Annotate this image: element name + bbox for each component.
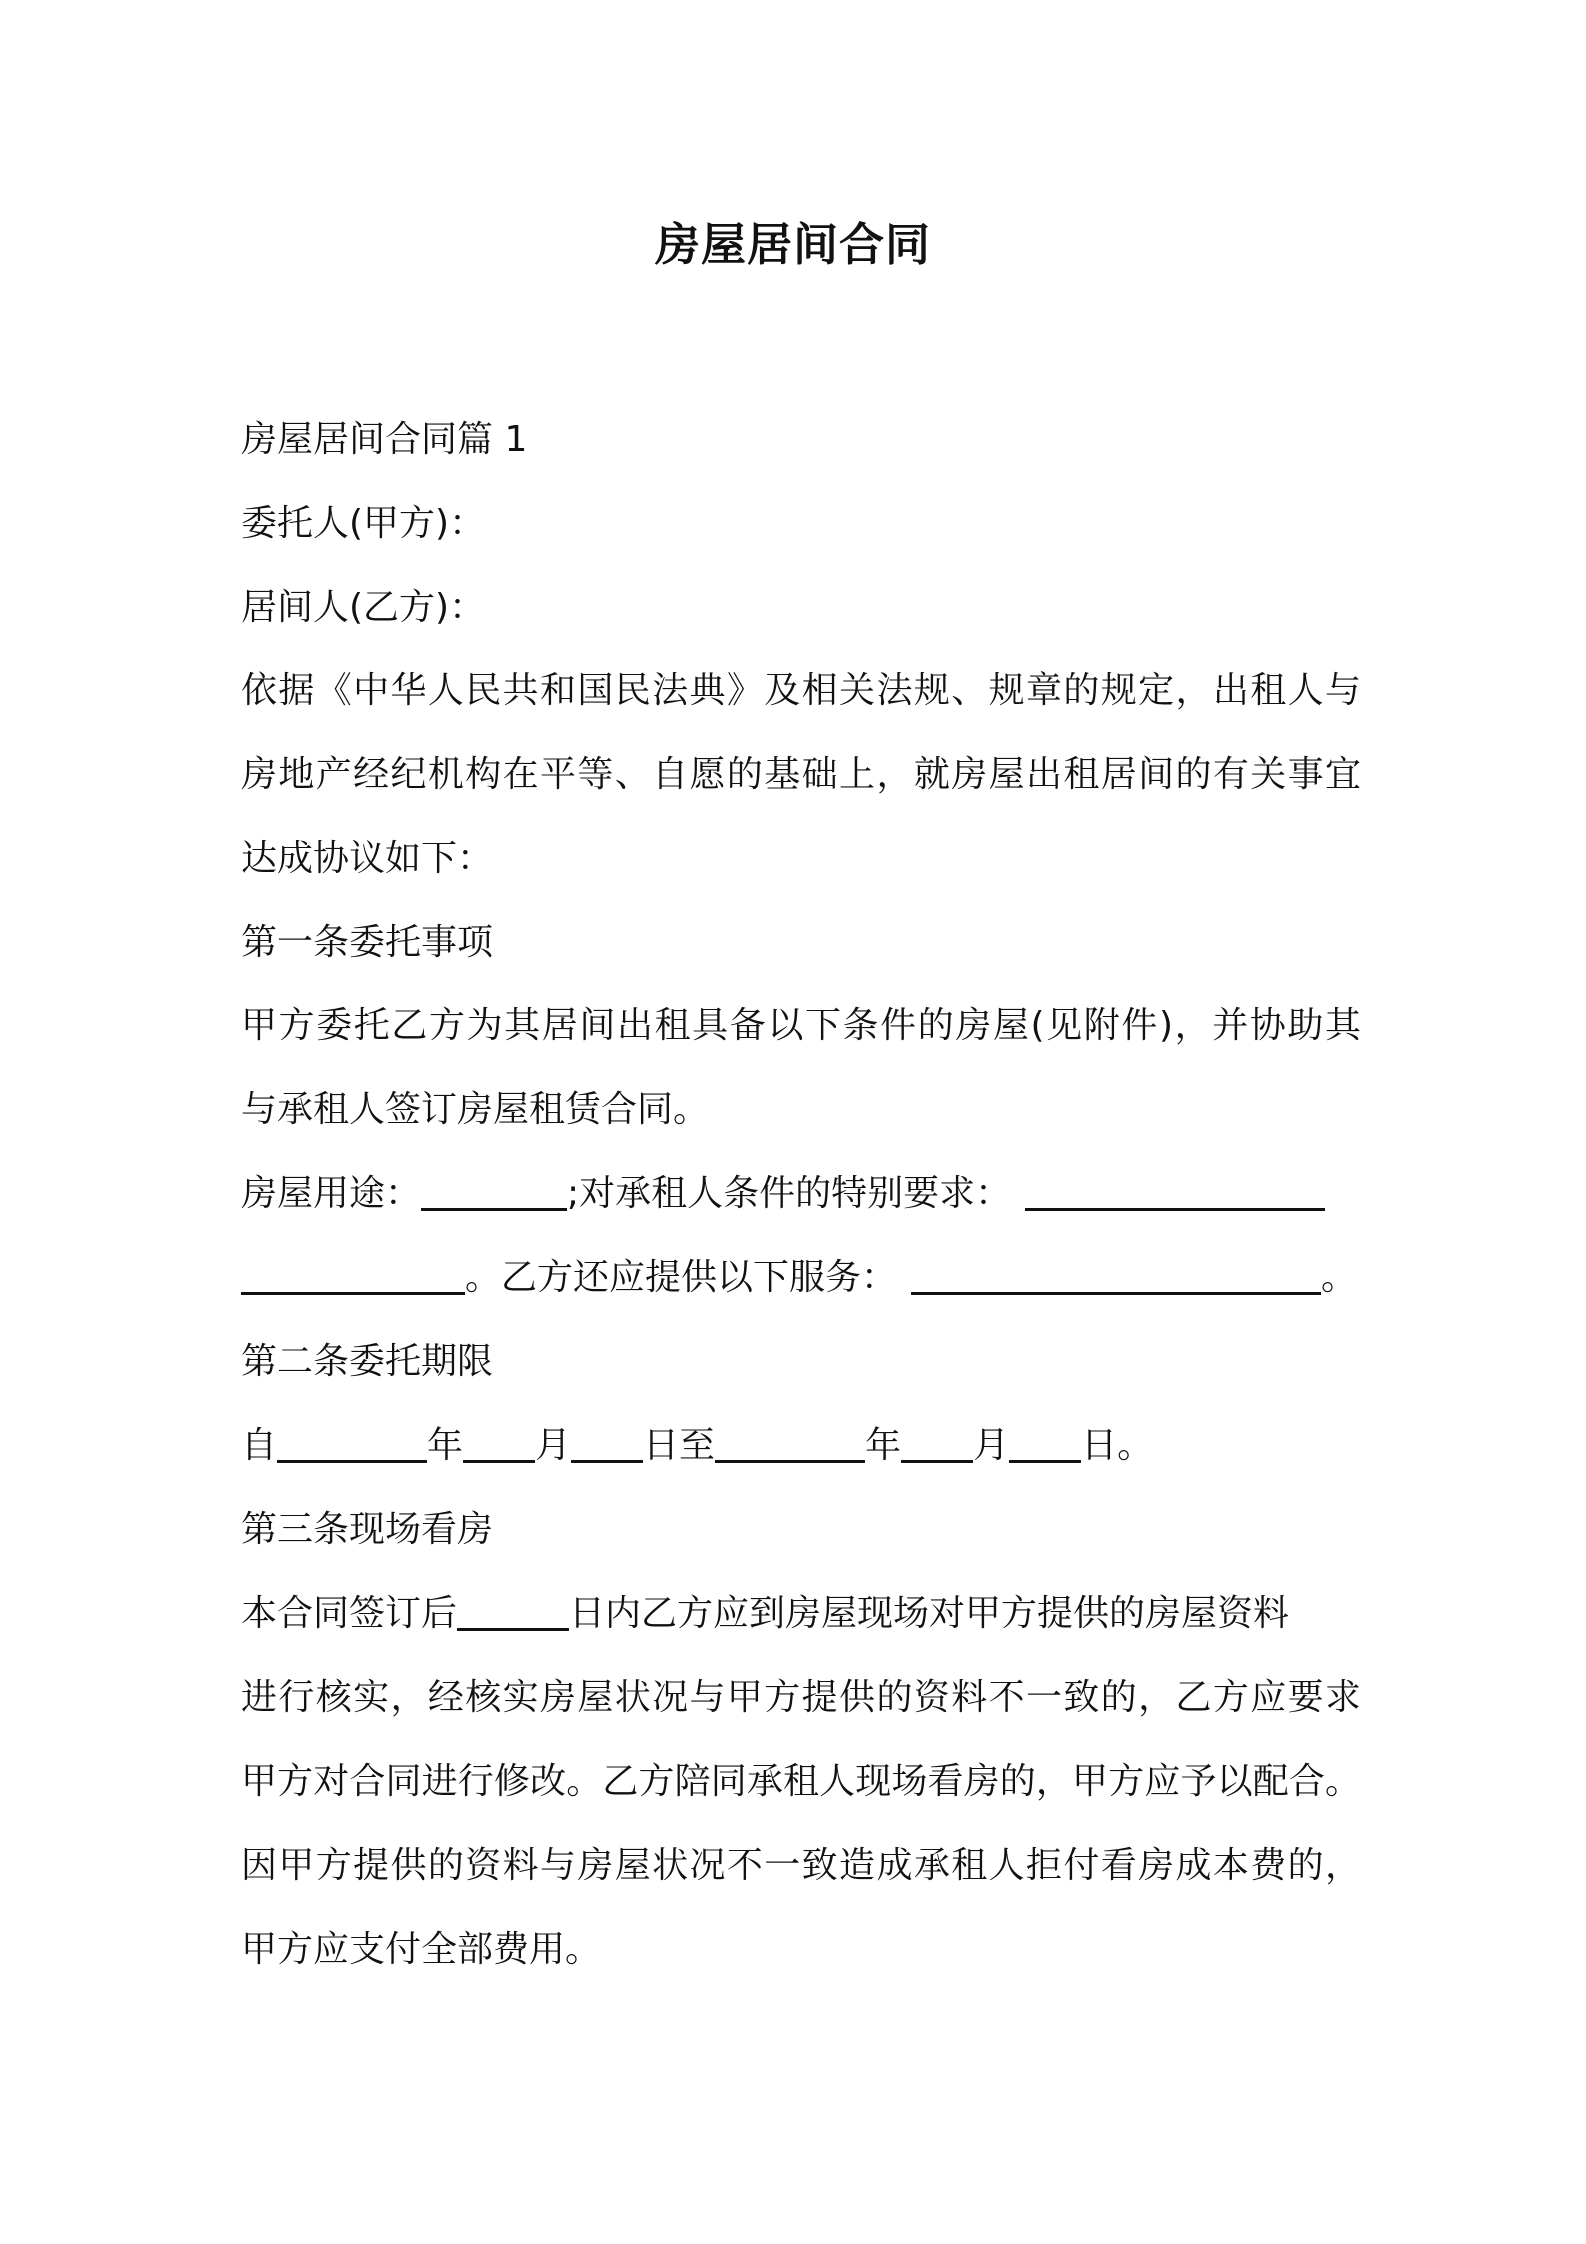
end-day-blank[interactable] bbox=[1009, 1420, 1081, 1463]
end-month-blank[interactable] bbox=[901, 1420, 973, 1463]
tenant-requirement-label: ;对承租人条件的特别要求： bbox=[567, 1173, 1012, 1214]
term-day-end: 日。 bbox=[1081, 1425, 1154, 1466]
article-3-heading: 第三条现场看房 bbox=[241, 1509, 494, 1550]
start-year-blank[interactable] bbox=[277, 1420, 427, 1463]
article-3-line-1 bbox=[241, 1586, 1361, 1642]
document-title: 房屋居间合同 bbox=[654, 218, 931, 271]
tenant-requirement-blank[interactable] bbox=[1025, 1168, 1325, 1211]
article-2-heading: 第二条委托期限 bbox=[241, 1341, 494, 1382]
term-month-1: 月 bbox=[535, 1425, 572, 1466]
term-from: 自 bbox=[241, 1425, 278, 1466]
article-3-line-4: 因甲方提供的资料与房屋状况不一致造成承租人拒付看房成本费的， bbox=[241, 1845, 1361, 1886]
usage-line bbox=[241, 1166, 1361, 1222]
service-blank[interactable] bbox=[911, 1252, 1321, 1295]
article-1-line-2: 与承租人签订房屋租赁合同。 bbox=[241, 1089, 710, 1130]
preamble-line-3: 达成协议如下： bbox=[241, 838, 494, 879]
section-heading: 房屋居间合同篇 1 bbox=[241, 419, 528, 460]
article-1-line-1: 甲方委托乙方为其居间出租具备以下条件的房屋(见附件)，并协助其 bbox=[241, 1005, 1361, 1046]
term-day-to: 日至 bbox=[643, 1425, 716, 1466]
term-year-2: 年 bbox=[865, 1425, 902, 1466]
broker-label: 居间人(乙方)： bbox=[241, 587, 486, 628]
preamble-line-2: 房地产经纪机构在平等、自愿的基础上，就房屋出租居间的有关事宜 bbox=[241, 754, 1361, 795]
preamble-line-1: 依据《中华人民共和国民法典》及相关法规、规章的规定，出租人与 bbox=[241, 670, 1361, 711]
start-day-blank[interactable] bbox=[571, 1420, 643, 1463]
article-1-heading: 第一条委托事项 bbox=[241, 922, 494, 963]
article-3-line-3: 甲方对合同进行修改。乙方陪同承租人现场看房的，甲方应予以配合。 bbox=[241, 1761, 1361, 1802]
service-end: 。 bbox=[1321, 1257, 1358, 1298]
article-3-line-5: 甲方应支付全部费用。 bbox=[241, 1929, 602, 1970]
inspection-text-start: 本合同签订后 bbox=[241, 1593, 458, 1634]
term-month-2: 月 bbox=[973, 1425, 1010, 1466]
inspection-days-blank[interactable] bbox=[457, 1588, 569, 1631]
term-year-1: 年 bbox=[427, 1425, 464, 1466]
article-3-line-2: 进行核实，经核实房屋状况与甲方提供的资料不一致的，乙方应要求 bbox=[241, 1677, 1361, 1718]
service-line bbox=[241, 1250, 1361, 1306]
tenant-requirement-blank-continued[interactable] bbox=[241, 1252, 465, 1295]
end-year-blank[interactable] bbox=[715, 1420, 865, 1463]
term-line bbox=[241, 1418, 1361, 1474]
start-month-blank[interactable] bbox=[463, 1420, 535, 1463]
service-label: 。乙方还应提供以下服务： bbox=[465, 1257, 898, 1298]
principal-label: 委托人(甲方)： bbox=[241, 503, 486, 544]
inspection-text-end: 日内乙方应到房屋现场对甲方提供的房屋资料 bbox=[569, 1593, 1290, 1634]
usage-label: 房屋用途： bbox=[241, 1173, 422, 1214]
usage-blank[interactable] bbox=[421, 1168, 567, 1211]
